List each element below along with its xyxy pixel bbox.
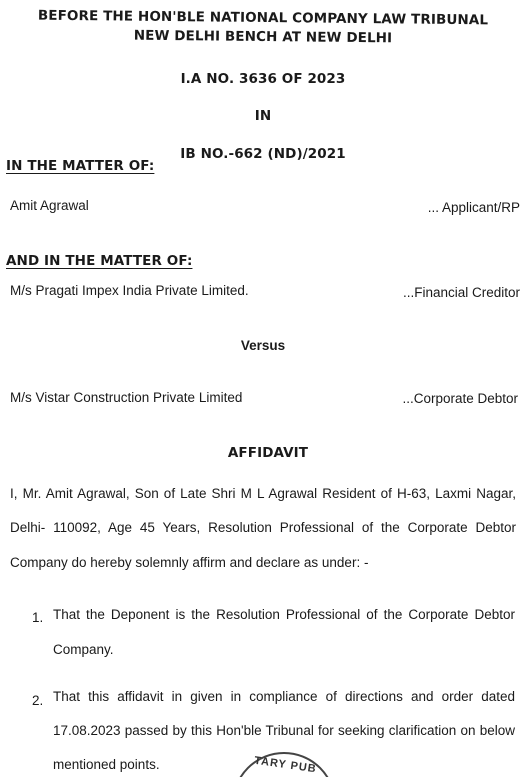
matter-heading-2: AND IN THE MATTER OF: [6,253,193,269]
bench-title: NEW DELHI BENCH AT NEW DELHI [133,27,393,47]
financial-creditor-name: M/s Pragati Impex India Private Limited. [10,283,249,298]
matter-heading-1: IN THE MATTER OF: [6,158,155,174]
ib-number: IB NO.-662 (ND)/2021 [180,146,346,162]
notary-stamp-text: TARY PUB [253,754,318,776]
affidavit-title: AFFIDAVIT [227,445,309,461]
item-2-line-1: That this affidavit in given in compliance of directions and order dated [53,689,515,704]
ia-number: I.A NO. 3636 OF 2023 [180,71,346,87]
item-2-number: 2. [32,693,44,708]
intro-line-2: Delhi- 110092, Age 45 Years, Resolution Professional of the Corporate Debtor [10,520,516,535]
intro-line-1: I, Mr. Amit Agrawal, Son of Late Shri M L Agrawal Resident of H-63, Laxmi Nagar, [10,486,516,501]
item-2-line-3: mentioned points. [53,757,160,772]
item-1-line-1: That the Deponent is the Resolution Professional of the Corporate Debtor [53,607,515,622]
item-2-line-2: 17.08.2023 passed by this Hon'ble Tribunal for seeking clarification on below [53,723,515,738]
item-1-number: 1. [32,610,44,625]
corporate-debtor-role: ...Corporate Debtor [402,391,518,406]
financial-creditor-role: ...Financial Creditor [402,285,520,300]
applicant-role: ... Applicant/RP [427,200,520,215]
applicant-name: Amit Agrawal [10,198,89,213]
tribunal-title: BEFORE THE HON'BLE NATIONAL COMPANY LAW TRIBUNAL [37,7,489,29]
corporate-debtor-name: M/s Vistar Construction Private Limited [10,390,243,405]
in-label: IN [254,108,272,124]
versus-label: Versus [240,338,286,353]
item-1-line-2: Company. [53,642,114,657]
intro-line-3: Company do hereby solemnly affirm and declare as under: - [10,555,369,570]
